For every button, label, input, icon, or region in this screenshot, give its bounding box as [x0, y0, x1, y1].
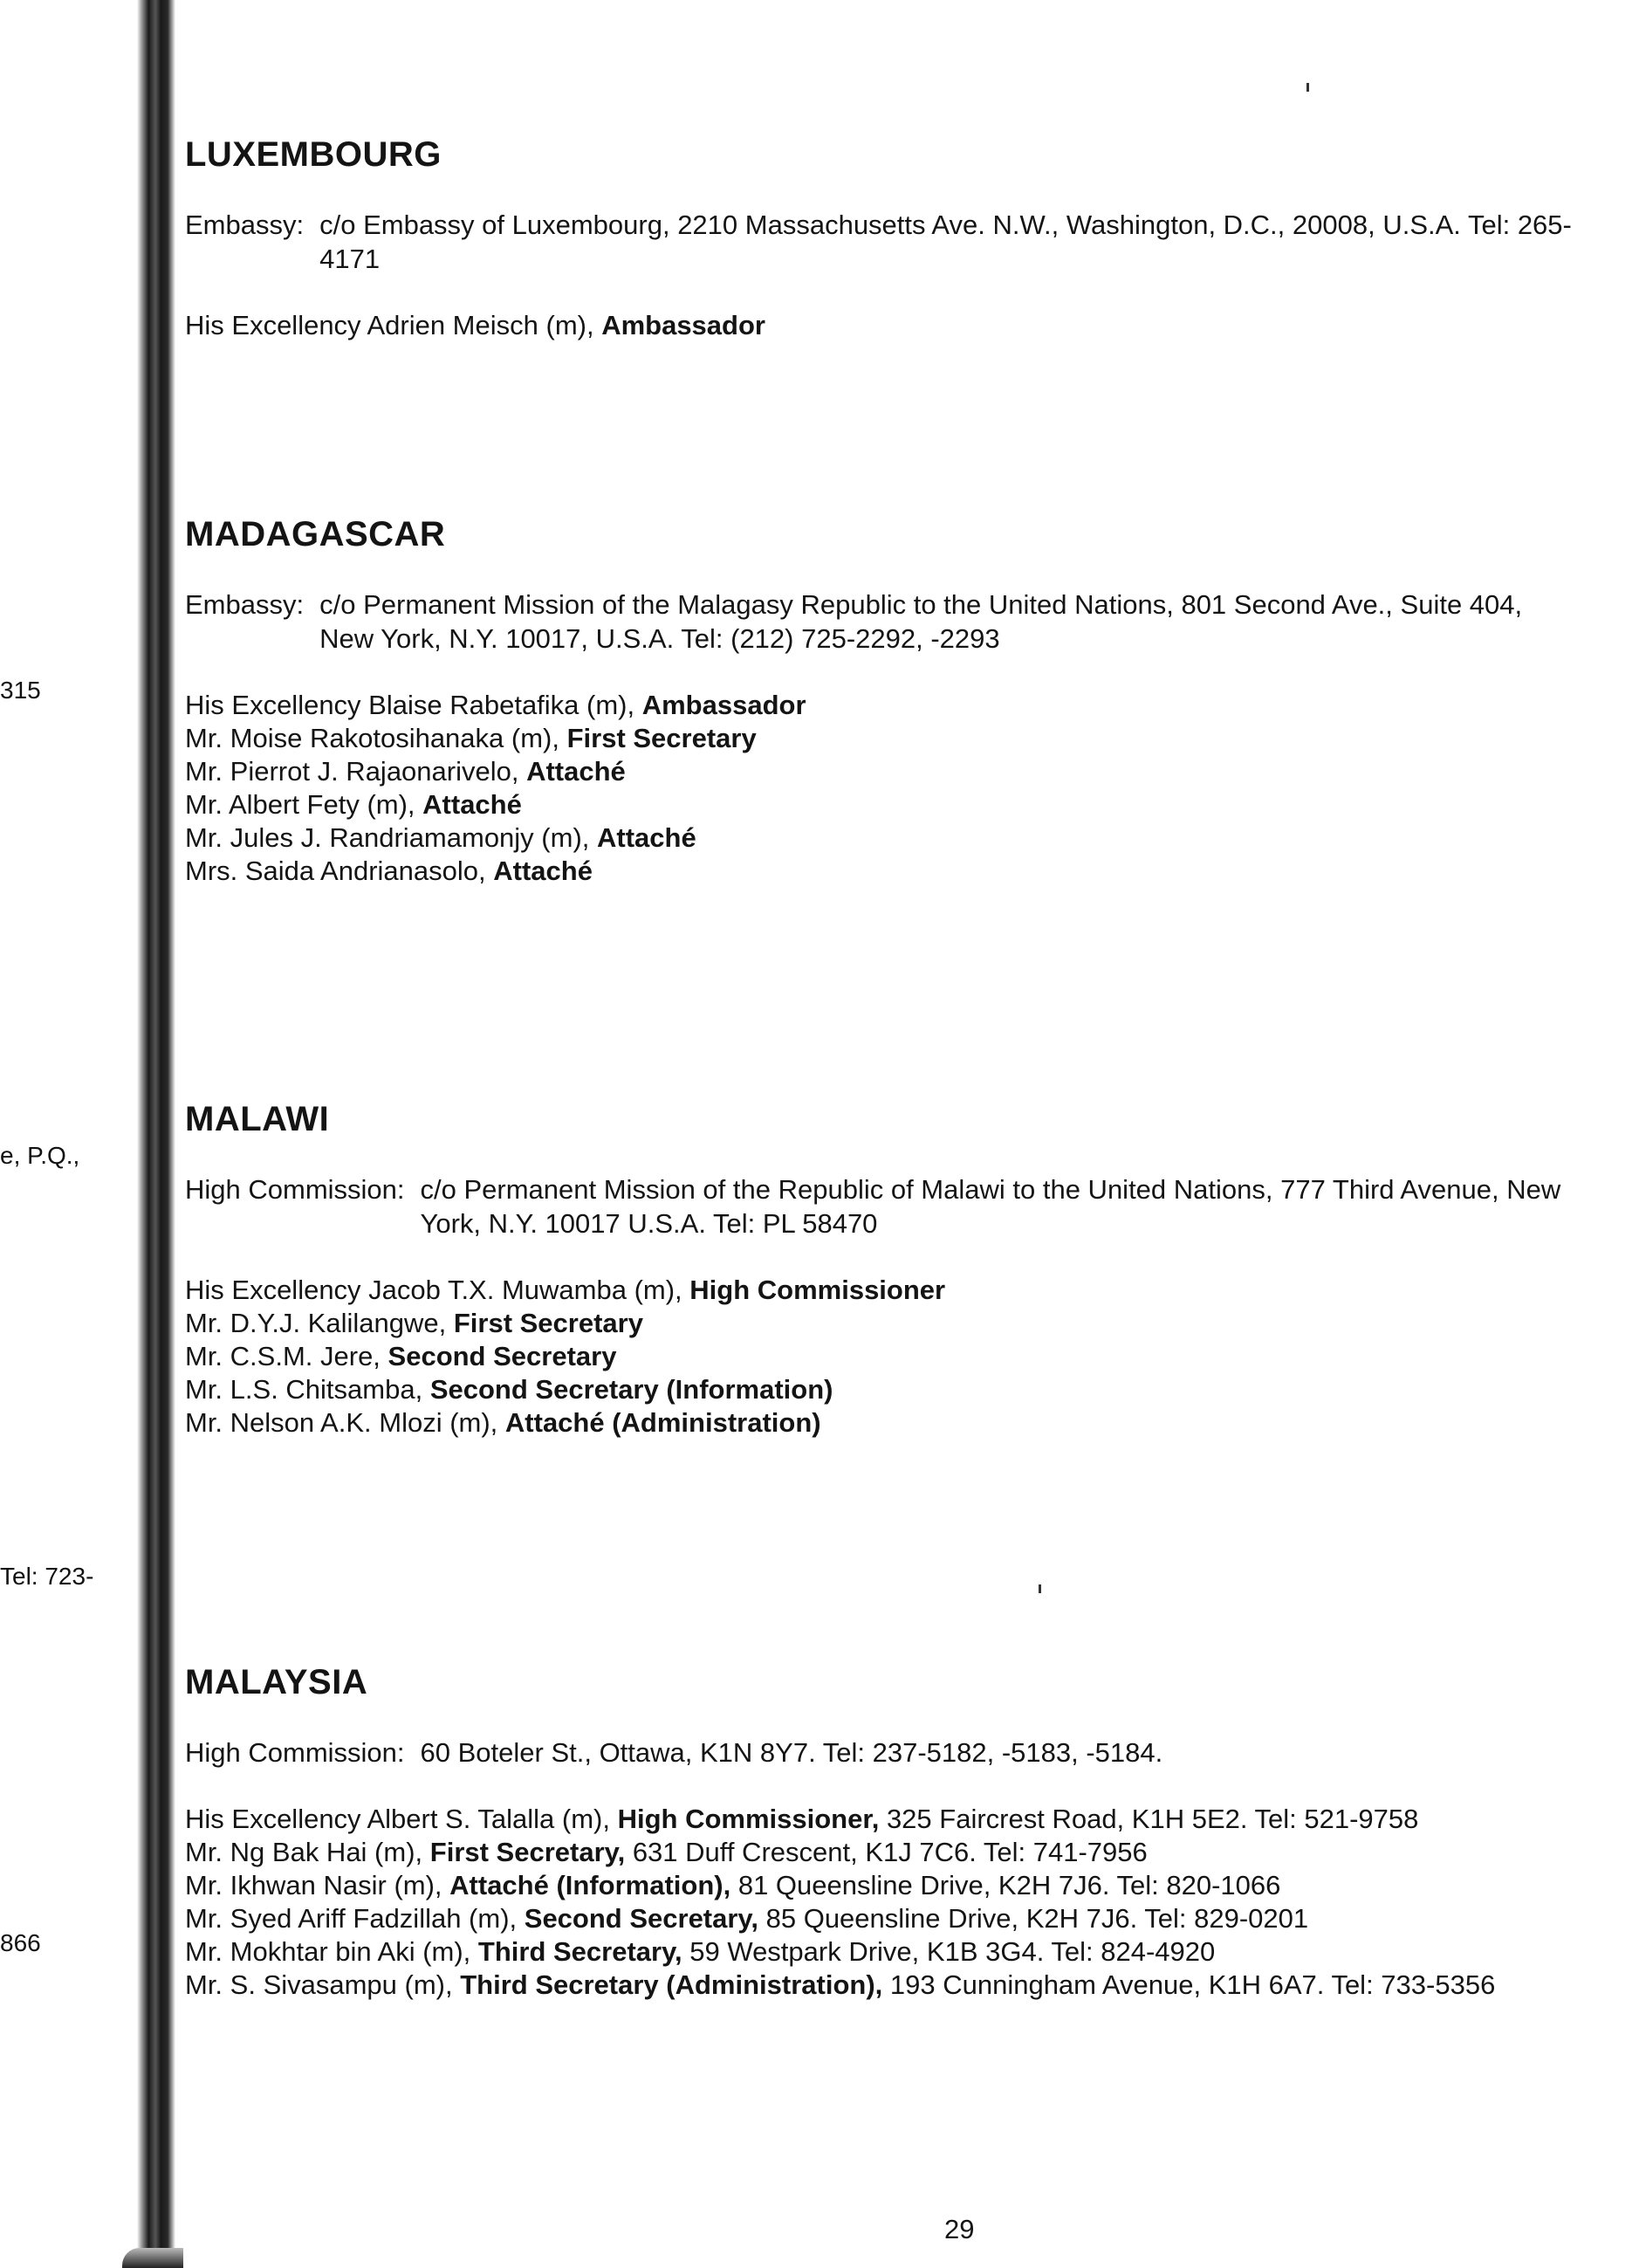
staff-address: 631 Duff Crescent, K1J 7C6. Tel: 741-7956	[625, 1837, 1148, 1867]
staff-entry	[185, 1869, 1581, 1902]
address-text: c/o Permanent Mission of the Malagasy Republic to the United Nations, 801 Second Ave., Suite 404, New York, N.Y. 10017, U.S.A. Tel: (212) 725-2292, -2293	[319, 589, 1523, 654]
staff-address: 325 Faircrest Road, K1H 5E2. Tel: 521-9758	[879, 1804, 1419, 1834]
staff-role: Third Secretary,	[477, 1936, 682, 1967]
staff-role: High Commissioner,	[617, 1804, 880, 1834]
staff-role: First Secretary	[453, 1308, 643, 1338]
staff-role: Attaché (Information),	[449, 1870, 731, 1900]
staff-entry	[185, 1307, 1581, 1340]
staff-role: Attaché	[422, 789, 522, 820]
staff-role: Ambassador	[641, 690, 806, 720]
staff-role: Attaché (Administration)	[504, 1407, 821, 1438]
country-heading: MALAWI	[185, 1100, 330, 1138]
staff-entry	[185, 1902, 1581, 1935]
country-section-madagascar	[185, 515, 1581, 888]
margin-fragment: 866	[0, 1929, 41, 1956]
staff-entry	[185, 1803, 1581, 1836]
staff-name: Mr. Syed Ariff Fadzillah (m),	[185, 1903, 525, 1934]
staff-name: Mr. Pierrot J. Rajaonarivelo,	[185, 756, 527, 787]
staff-name: Mr. Ikhwan Nasir (m),	[185, 1870, 450, 1900]
address-label: Embassy:	[185, 210, 305, 240]
staff-entry	[185, 689, 1581, 722]
staff-entry	[185, 1373, 1581, 1406]
margin-fragment: 315	[0, 677, 41, 704]
book-spine-base	[122, 2248, 183, 2268]
staff-entry	[185, 1969, 1581, 2002]
staff-entry	[185, 1274, 1581, 1307]
staff-entry	[185, 1935, 1581, 1969]
staff-name: Mr. Jules J. Randriamamonjy (m),	[185, 822, 597, 853]
staff-name: His Excellency Adrien Meisch (m),	[185, 310, 602, 340]
staff-role: First Secretary,	[429, 1837, 626, 1867]
staff-name: Mr. Albert Fety (m),	[185, 789, 423, 820]
page-content	[185, 0, 1599, 2268]
staff-name: Mr. C.S.M. Jere,	[185, 1341, 388, 1371]
address-block	[185, 588, 1581, 656]
staff-name: His Excellency Blaise Rabetafika (m),	[185, 690, 642, 720]
staff-entry	[185, 1406, 1581, 1440]
staff-entry	[185, 1836, 1581, 1869]
address-text: c/o Embassy of Luxembourg, 2210 Massachusetts Ave. N.W., Washington, D.C., 20008, U.S.A. Tel: 265-4171	[319, 210, 1572, 274]
staff-name: Mr. L.S. Chitsamba,	[185, 1374, 430, 1405]
staff-name: Mr. Ng Bak Hai (m),	[185, 1837, 430, 1867]
country-section-malaysia	[185, 1663, 1581, 2002]
staff-role: Second Secretary	[387, 1341, 617, 1371]
staff-name: Mr. Moise Rakotosihanaka (m),	[185, 723, 567, 753]
address-block	[185, 1172, 1581, 1241]
staff-name: His Excellency Albert S. Talalla (m),	[185, 1804, 618, 1834]
country-heading: MALAYSIA	[185, 1663, 368, 1701]
margin-fragment: Tel: 723-	[0, 1563, 94, 1590]
staff-role: Attaché	[493, 856, 593, 886]
staff-name: Mr. S. Sivasampu (m),	[185, 1969, 461, 2000]
staff-role: First Secretary	[566, 723, 757, 753]
staff-role: Ambassador	[601, 310, 765, 340]
margin-fragment: e, P.Q.,	[0, 1142, 80, 1169]
staff-address: 81 Queensline Drive, K2H 7J6. Tel: 820-1066	[730, 1870, 1281, 1900]
staff-entry	[185, 722, 1581, 755]
staff-role: Attaché	[597, 822, 696, 853]
staff-address: 59 Westpark Drive, K1B 3G4. Tel: 824-4920	[682, 1936, 1216, 1967]
staff-entry	[185, 755, 1581, 788]
staff-address: 85 Queensline Drive, K2H 7J6. Tel: 829-0201	[758, 1903, 1309, 1934]
address-label: Embassy:	[185, 589, 305, 620]
staff-address: 193 Cunningham Avenue, K1H 6A7. Tel: 733-5356	[882, 1969, 1496, 2000]
address-label: High Commission:	[185, 1737, 405, 1768]
staff-role: Third Secretary (Administration),	[460, 1969, 883, 2000]
staff-entry	[185, 821, 1581, 855]
staff-name: Mr. D.Y.J. Kalilangwe,	[185, 1308, 454, 1338]
staff-name: Mr. Mokhtar bin Aki (m),	[185, 1936, 478, 1967]
staff-role: Second Secretary (Information)	[429, 1374, 833, 1405]
staff-name: Mrs. Saida Andrianasolo,	[185, 856, 494, 886]
page-number: 29	[944, 2214, 975, 2244]
staff-role: High Commissioner	[689, 1275, 946, 1305]
country-heading: MADAGASCAR	[185, 515, 446, 553]
staff-name: His Excellency Jacob T.X. Muwamba (m),	[185, 1275, 690, 1305]
address-text: 60 Boteler St., Ottawa, K1N 8Y7. Tel: 237-5182, -5183, -5184.	[420, 1737, 1163, 1768]
country-section-malawi	[185, 1100, 1581, 1440]
address-block	[185, 208, 1581, 276]
staff-role: Attaché	[526, 756, 626, 787]
address-label: High Commission:	[185, 1174, 405, 1205]
book-spine	[137, 0, 175, 2268]
country-heading: LUXEMBOURG	[185, 135, 442, 174]
staff-entry	[185, 1340, 1581, 1373]
staff-name: Mr. Nelson A.K. Mlozi (m),	[185, 1407, 505, 1438]
staff-entry	[185, 855, 1581, 888]
staff-role: Second Secretary,	[524, 1903, 758, 1934]
staff-entry	[185, 788, 1581, 821]
address-text: c/o Permanent Mission of the Republic of Malawi to the United Nations, 777 Third Avenue, New York, N.Y. 10017 U.S.A. Tel: PL 58470	[420, 1174, 1561, 1239]
address-block	[185, 1735, 1581, 1770]
country-section-luxembourg	[185, 135, 1581, 342]
staff-entry	[185, 309, 1581, 342]
